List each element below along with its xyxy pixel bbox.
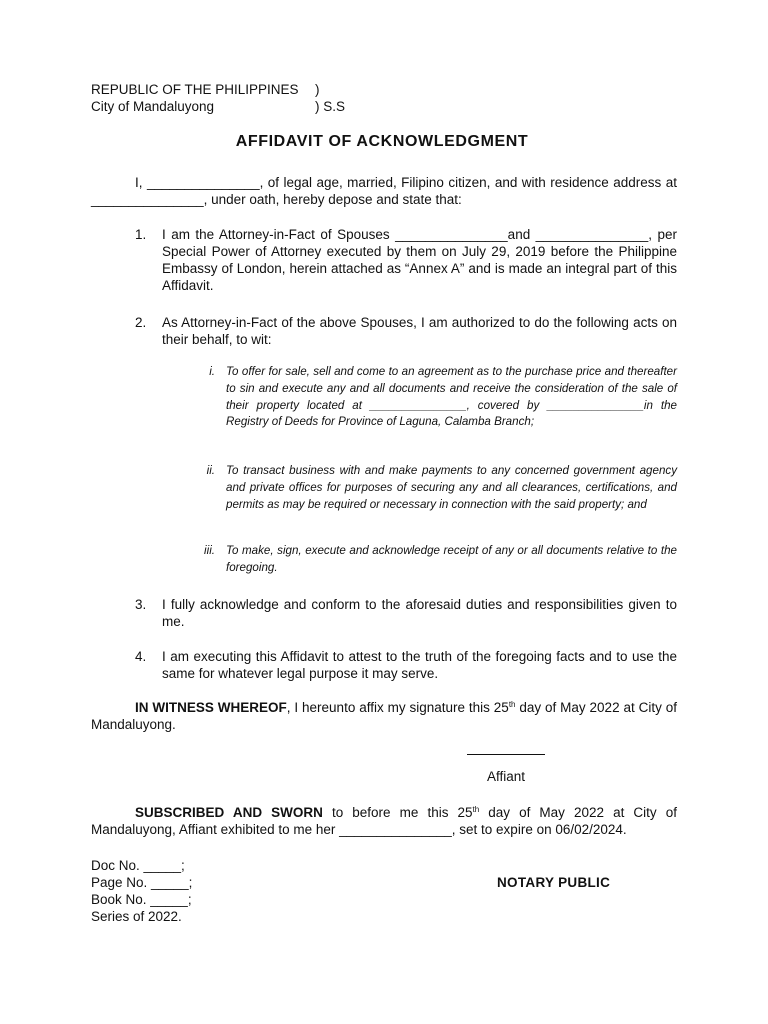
notary-public-label: NOTARY PUBLIC	[497, 875, 611, 890]
intro-text: I, _______________, of legal age, married, Filipino citizen, and with residence address at _______________, under oath, hereby depose and state that:	[91, 175, 677, 207]
numbered-item-3: 3. I fully acknowledge and conform to the aforesaid duties and responsibilities given to me.	[135, 597, 677, 629]
venue-country: REPUBLIC OF THE PHILIPPINES	[91, 82, 299, 97]
series-year: Series of 2022.	[91, 909, 182, 924]
sub-item-ii: ii. To transact business with and make payments to any concerned government agency and private offices for purposes of securing any and all clearances, certifications, and permits as may be required or necessary in connection with the said property; and	[206, 464, 677, 511]
numbered-item-1: 1. I am the Attorney-in-Fact of Spouses _______________and _______________, per Special Power of Attorney executed by them on July 29, 2019 before the Philippine Embassy of London, herein attached as “Annex A” and is made an integral part of this Affidavit.	[135, 227, 677, 293]
venue-city-name: City of Mandaluyong	[91, 99, 215, 114]
doc-number: Doc No. _____;	[91, 858, 185, 873]
sub-item-i: i. To offer for sale, sell and come to an agreement as to the purchase price and thereafter to sin and execute any and all documents and receive the consideration of the sale of their property located at _______________, covered by _______________in the Registry of Deeds for Province of Laguna, Calamba Branch;	[209, 365, 677, 429]
affiant-label: Affiant	[486, 769, 526, 784]
numbered-item-4: 4. I am executing this Affidavit to attest to the truth of the foregoing facts and to use the same for whatever legal purpose it may serve.	[135, 649, 677, 681]
book-number: Book No. _____;	[91, 892, 192, 907]
intro-paragraph	[91, 174, 677, 208]
subscribed-paragraph: SUBSCRIBED AND SWORN to before me this 25th day of May 2022 at City of Mandaluyong, Affiant exhibited to me her _______________, set to expire on 06/02/2024.	[91, 805, 677, 837]
venue-paren: )	[315, 82, 320, 97]
sub-item-iii: iii. To make, sign, execute and acknowledge receipt of any or all documents relative to the foregoing.	[204, 544, 677, 574]
venue-ss: ) S.S	[315, 99, 346, 114]
document-title: AFFIDAVIT OF ACKNOWLEDGMENT	[235, 133, 529, 150]
witness-paragraph: IN WITNESS WHEREOF, I hereunto affix my signature this 25th day of May 2022 at City of Mandaluyong.	[91, 700, 677, 732]
venue-city	[91, 98, 346, 115]
page-number: Page No. _____;	[91, 875, 193, 890]
venue-republic	[91, 81, 320, 98]
numbered-item-2: 2. As Attorney-in-Fact of the above Spouses, I am authorized to do the following acts on their behalf, to wit:	[135, 315, 677, 347]
signature-line	[467, 754, 545, 755]
